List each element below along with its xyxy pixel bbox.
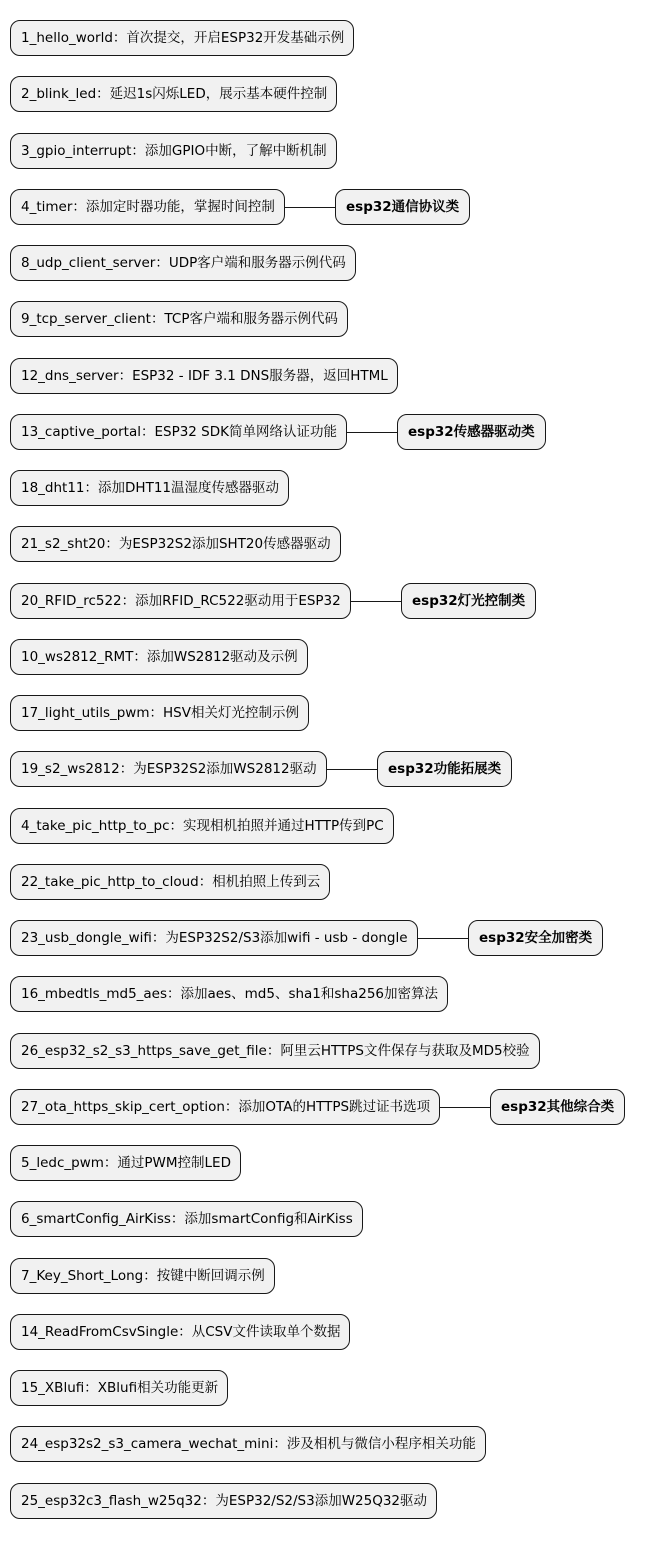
list-node: 6_smartConfig_AirKiss：添加smartConfig和AirKiss: [10, 1201, 363, 1237]
list-node: 26_esp32_s2_s3_https_save_get_file：阿里云HTTPS文件保存与获取及MD5校验: [10, 1033, 540, 1069]
list-node: 24_esp32s2_s3_camera_wechat_mini：涉及相机与微信小程序相关功能: [10, 1426, 486, 1462]
list-node: 15_XBlufi：XBlufi相关功能更新: [10, 1370, 228, 1406]
list-node: 10_ws2812_RMT：添加WS2812驱动及示例: [10, 639, 308, 675]
list-node: 16_mbedtls_md5_aes：添加aes、md5、sha1和sha256加密算法: [10, 976, 448, 1012]
list-node: 12_dns_server：ESP32 - IDF 3.1 DNS服务器，返回HTML: [10, 358, 398, 394]
category-node: esp32灯光控制类: [401, 583, 536, 619]
list-node: 1_hello_world：首次提交，开启ESP32开发基础示例: [10, 20, 354, 56]
connector-line: [418, 938, 468, 939]
list-node: 4_timer：添加定时器功能，掌握时间控制: [10, 189, 285, 225]
list-node: 4_take_pic_http_to_pc：实现相机拍照并通过HTTP传到PC: [10, 808, 394, 844]
list-node: 21_s2_sht20：为ESP32S2添加SHT20传感器驱动: [10, 526, 341, 562]
list-node: 9_tcp_server_client：TCP客户端和服务器示例代码: [10, 301, 348, 337]
category-node: esp32其他综合类: [490, 1089, 625, 1125]
list-node: 8_udp_client_server：UDP客户端和服务器示例代码: [10, 245, 356, 281]
category-node: esp32通信协议类: [335, 189, 470, 225]
connector-line: [285, 207, 335, 208]
connector-line: [440, 1107, 490, 1108]
list-node: 14_ReadFromCsvSingle：从CSV文件读取单个数据: [10, 1314, 350, 1350]
list-node: 23_usb_dongle_wifi：为ESP32S2/S3添加wifi - usb - dongle: [10, 920, 418, 956]
list-node: 20_RFID_rc522：添加RFID_RC522驱动用于ESP32: [10, 583, 351, 619]
list-node: 17_light_utils_pwm：HSV相关灯光控制示例: [10, 695, 309, 731]
category-node: esp32传感器驱动类: [397, 414, 546, 450]
list-node: 7_Key_Short_Long：按键中断回调示例: [10, 1258, 275, 1294]
list-node: 27_ota_https_skip_cert_option：添加OTA的HTTPS跳过证书选项: [10, 1089, 440, 1125]
connector-line: [327, 769, 377, 770]
category-node: esp32安全加密类: [468, 920, 603, 956]
list-node: 25_esp32c3_flash_w25q32：为ESP32/S2/S3添加W25Q32驱动: [10, 1483, 437, 1519]
connector-line: [347, 432, 397, 433]
list-node: 3_gpio_interrupt：添加GPIO中断，了解中断机制: [10, 133, 337, 169]
connector-line: [351, 601, 401, 602]
list-node: 22_take_pic_http_to_cloud：相机拍照上传到云: [10, 864, 330, 900]
list-node: 2_blink_led：延迟1s闪烁LED，展示基本硬件控制: [10, 76, 337, 112]
category-node: esp32功能拓展类: [377, 751, 512, 787]
list-node: 13_captive_portal：ESP32 SDK简单网络认证功能: [10, 414, 347, 450]
list-node: 18_dht11：添加DHT11温湿度传感器驱动: [10, 470, 289, 506]
list-node: 19_s2_ws2812：为ESP32S2添加WS2812驱动: [10, 751, 327, 787]
list-node: 5_ledc_pwm：通过PWM控制LED: [10, 1145, 241, 1181]
